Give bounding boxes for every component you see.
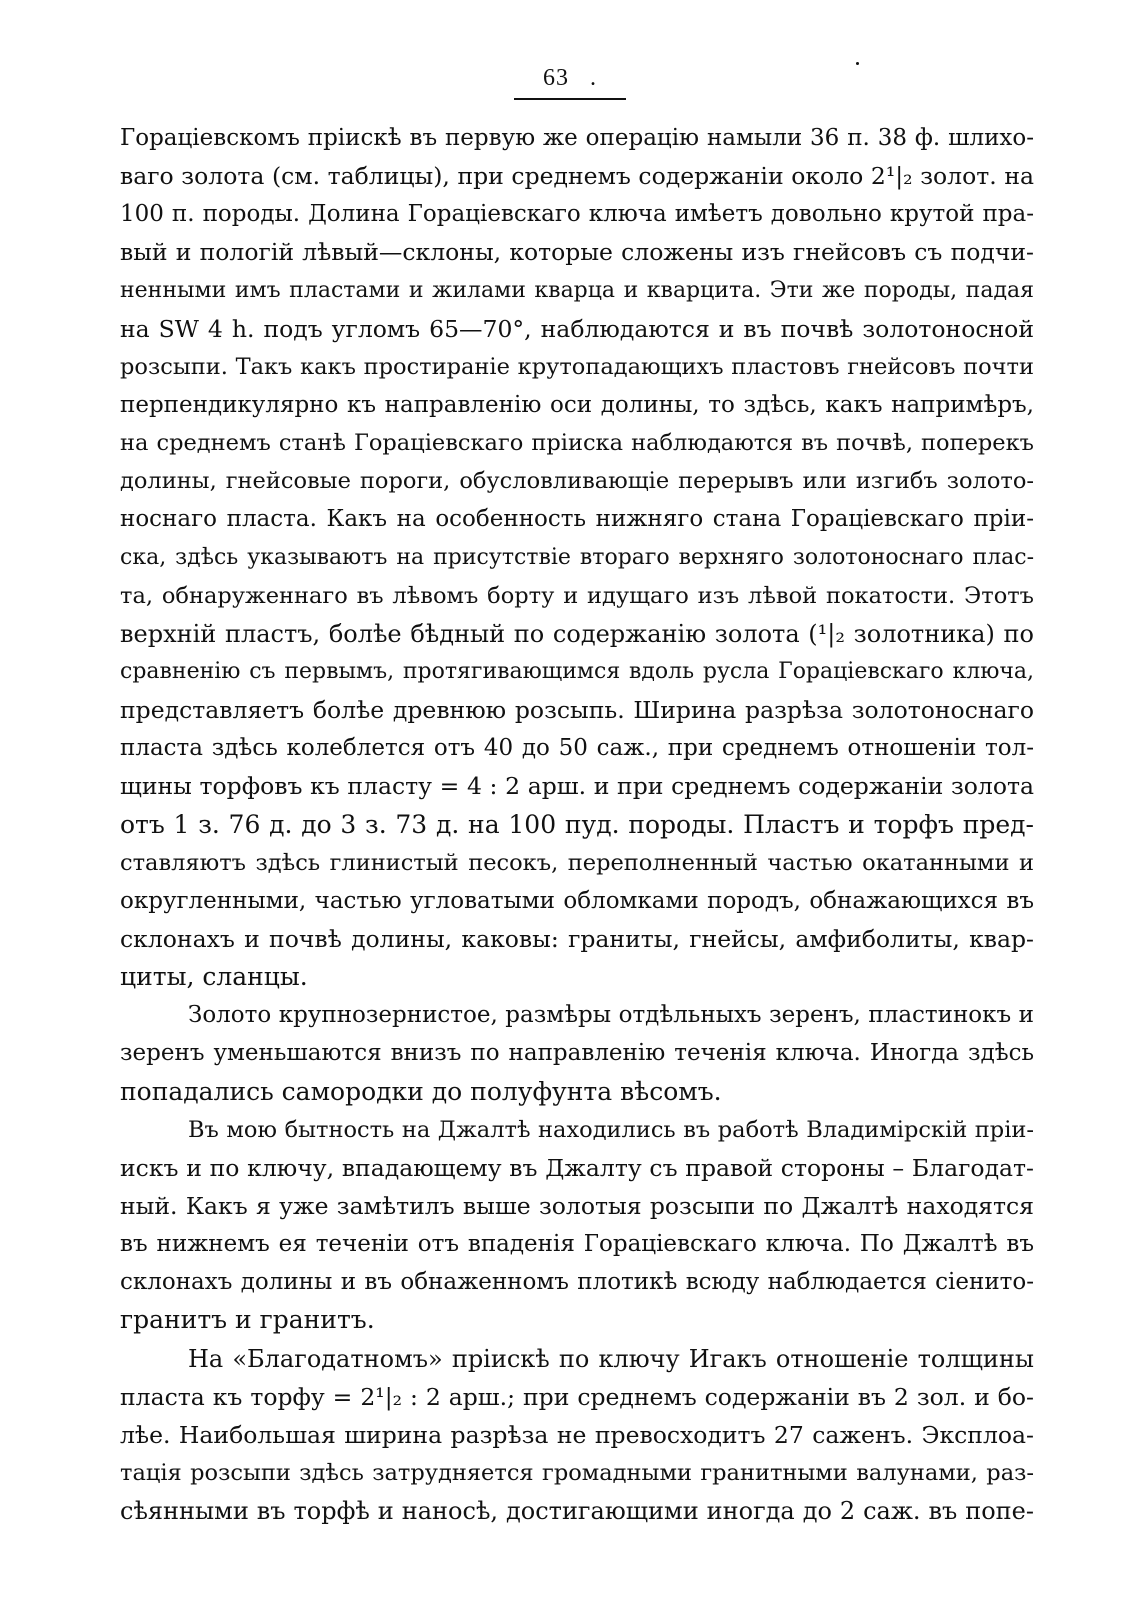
paragraph-start-line: На «Благодатномъ» пріискѣ по ключу Игакъ отношеніе толщины (188, 1344, 1034, 1373)
text-line: тація розсыпи здѣсь затрудняется громадными гранитными валунами, раз- (120, 1459, 1034, 1486)
text-line: искъ и по ключу, впадающему въ Джалту съ правой стороны – Благодат- (120, 1153, 1034, 1182)
text-line: округленными, частью угловатыми обломками породъ, обнажающихся въ (120, 887, 1034, 914)
text-line: отъ 1 з. 76 д. до 3 з. 73 д. на 100 пуд. породы. Пластъ и торфъ пред- (120, 809, 1034, 839)
text-line: долины, гнейсовые пороги, обусловливающіе перерывъ или изгибъ золото- (120, 468, 1034, 495)
text-line: циты, сланцы. (120, 962, 308, 992)
text-line: гранитъ и гранитъ. (120, 1305, 375, 1335)
text-line: сѣянными въ торфѣ и наносѣ, достигающими иногда до 2 саж. въ попе- (120, 1497, 1034, 1526)
text-line: верхній пластъ, болѣе бѣдный по содержанію золота (¹|₂ золотника) по (120, 619, 1034, 648)
text-line: ваго золота (см. таблицы), при среднемъ содержаніи около 2¹|₂ золот. на (120, 162, 1034, 191)
text-line: носнаго пласта. Какъ на особенность нижняго стана Гораціевскаго пріи- (120, 506, 1034, 533)
text-line: на SW 4 h. подъ угломъ 65—70°, наблюдаются и въ почвѣ золотоносной (120, 314, 1034, 343)
paragraph-start-line: Золото крупнозернистое, размѣры отдѣльныхъ зеренъ, пластинокъ и (188, 1002, 1034, 1029)
text-line: склонахъ и почвѣ долины, каковы: граниты, гнейсы, амфиболиты, квар- (120, 924, 1034, 953)
text-line: ненными имъ пластами и жилами кварца и кварцита. Эти же породы, падая (120, 277, 1034, 303)
page-number-mark: . (590, 65, 597, 91)
text-line: вый и пологій лѣвый—склоны, которые сложены изъ гнейсовъ съ подчи- (120, 238, 1034, 267)
text-line: ный. Какъ я уже замѣтилъ выше золотыя розсыпи по Джалтѣ находятся (120, 1191, 1034, 1220)
page-number (514, 64, 626, 92)
text-line: попадались самородки до полуфунта вѣсомъ. (120, 1076, 722, 1106)
text-line: Гораціевскомъ пріискѣ въ первую же операцію намыли 36 п. 38 ф. шлихо- (120, 125, 1034, 151)
text-line: сравненію съ первымъ, протягивающимся вдоль русла Гораціевскаго ключа, (120, 658, 1034, 684)
page-number-underline (514, 98, 626, 100)
text-line: 100 п. породы. Долина Гораціевскаго ключа имѣетъ довольно крутой пра- (120, 201, 1034, 228)
text-line: въ нижнемъ ея теченіи отъ впаденія Гораціевскаго ключа. По Джалтѣ въ (120, 1231, 1034, 1258)
text-line: перпендикулярно къ направленію оси долины, то здѣсь, какъ напримѣръ, (120, 391, 1034, 418)
text-line: ска, здѣсь указываютъ на присутствіе втораго верхняго золотоноснаго плас- (120, 544, 1034, 570)
printing-speck (856, 62, 859, 65)
text-line: представляетъ болѣе древнюю розсыпь. Ширина разрѣза золотоноснаго (120, 696, 1034, 725)
text-line: ставляютъ здѣсь глинистый песокъ, переполненный частью окатанными и (120, 849, 1034, 876)
page-number-value: 63 (543, 65, 569, 91)
text-line: розсыпи. Такъ какъ простираніе крутопадающихъ пластовъ гнейсовъ почти (120, 353, 1034, 380)
body-text (120, 119, 1034, 1530)
text-line: на среднемъ станѣ Гораціевскаго пріиска наблюдаются въ почвѣ, поперекъ (120, 430, 1034, 457)
text-line: лѣе. Наибольшая ширина разрѣза не превосходитъ 27 саженъ. Эксплоа- (120, 1420, 1034, 1449)
paragraph-start-line: Въ мою бытность на Джалтѣ находились въ работѣ Владимірскій пріи- (188, 1116, 1034, 1143)
text-line: пласта здѣсь колеблется отъ 40 до 50 саж., при среднемъ отношеніи тол- (120, 735, 1034, 762)
text-line: та, обнаруженнаго въ лѣвомъ борту и идущаго изъ лѣвой покатости. Этотъ (120, 582, 1034, 609)
text-line: склонахъ долины и въ обнаженномъ плотикѣ всюду наблюдается сіенито- (120, 1269, 1034, 1296)
text-line: пласта къ торфу = 2¹|₂ : 2 арш.; при среднемъ содержаніи въ 2 зол. и бо- (120, 1382, 1034, 1411)
text-line: зеренъ уменьшаются внизъ по направленію теченія ключа. Иногда здѣсь (120, 1040, 1034, 1067)
text-line: щины торфовъ къ пласту = 4 : 2 арш. и при среднемъ содержаніи золота (120, 772, 1034, 801)
